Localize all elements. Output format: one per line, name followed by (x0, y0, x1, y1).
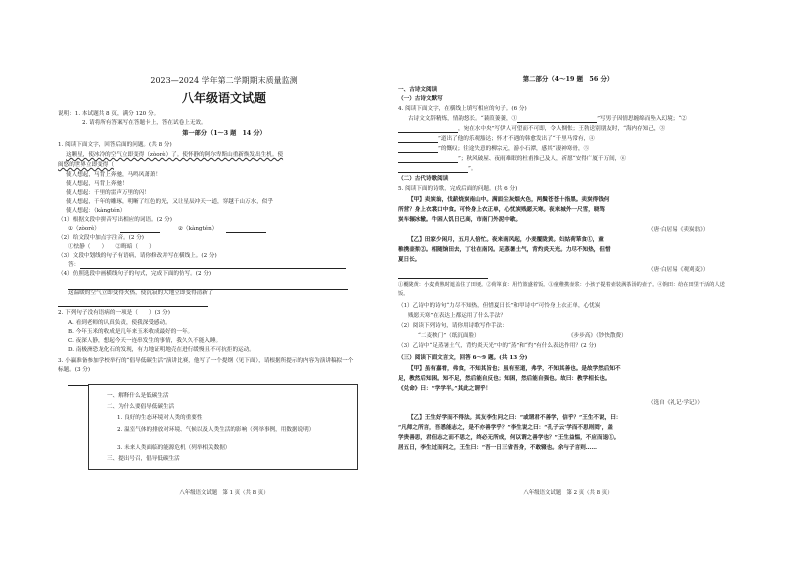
outline-box (88, 384, 358, 470)
q2-option-d: D. 南极洲恐龙化石的发现，有力地证明地壳在进行缓慢且不可抗拒的运动。 (68, 347, 255, 353)
q4-line: ”；秋风破屋、夜雨难眠的杜甫推己及人，祈愿“安得广厦千万间，⑥ (398, 156, 626, 163)
answer-line (120, 232, 160, 233)
part2-title: 第二部分（4～19 题 56 分） (522, 75, 614, 83)
passage-b-line: 学贵善思，君但志之而不思之，终必无所成，何以谓之善学也？”王生益愠，不应而退①。 (398, 435, 620, 441)
passage-a-line: 足，教然后知困。知不足，然后能自反也；知困，然后能自强也。故曰：教学相长也。 (398, 376, 611, 382)
answer-line (80, 268, 346, 269)
q1-passage-line: 使人想起：（kàngtén） (66, 208, 126, 214)
section-heading: 一、古诗文阅读 (398, 87, 438, 93)
q1-sub-question: （3）文段中划线的句子有语病，请你修改并写在横线上。(2 分) (58, 253, 217, 259)
poem-b-line: 夏日长。 (398, 257, 421, 263)
part1-title: 第一部分（1～3 题 14 分） (182, 130, 266, 137)
q1-sub-question: （4）仿照选段中画横线句子的句式，完成下面的仿写。(2 分) (58, 271, 212, 277)
section-subheading: （三）阅读下面文言文，回答 6～9 题。(共 13 分) (398, 355, 528, 361)
q4-stem: 4. 阅读下面文字，在横线上填写相应的句子。(6 分) (398, 106, 527, 112)
section-subheading: （二）古代诗歌阅读 (398, 176, 449, 182)
q5-sub: （3）乙诗中“足蒸暑土气，背灼炎天光”中的“蒸”和“灼”有什么表达作用？(2 分) (398, 343, 597, 349)
q2-option-b: B. 今年玉米的收成是几年来玉米收成最好的一年。 (68, 329, 194, 335)
note-divider (398, 278, 488, 279)
outline-item: 一、解释什么是低碳生活 (107, 393, 169, 399)
passage-b-line: 居五日，李生过而问之，王生曰：“吾一日三省吾身，不敢辍也。余与子言则…… (398, 445, 597, 451)
passage-a-line: 【甲】虽有嘉肴，弗食，不知其旨也；虽有至道，弗学，不知其善也。是故学然后知不 (408, 366, 621, 372)
q5-stem: 5. 阅读下面的诗歌，完成后面的问题。(共 6 分) (398, 186, 518, 192)
section-subheading: （一）古诗文默写 (398, 96, 443, 102)
poem-notes: ①覆陇黄：小麦黄熟时遮盖住了田埂。②荷箪食：用竹篮盛着饭。③童稚携壶浆：小孩子提着壶装满茶汤的壶子。④饷田：给在田里干活的人送饭。 (398, 282, 725, 297)
outline-item: 3. 未来人类面临的能源危机（列举相关数据） (117, 445, 231, 451)
page-footer: 八年级语文试题 第 1 页（共 8 页） (179, 490, 269, 496)
q1-passage-line: 闽悠的世界立即变得（ (58, 162, 114, 168)
q5-sub: “二麦秧门”（纸沉面脸） (418, 333, 480, 339)
outline-item: 三、提出号召，倡导低碳生活 (107, 456, 180, 462)
q5-sub: 《步步高》（钞快散费） (568, 333, 627, 339)
poem-a-source: （唐·白居易《卖炭翁》） (648, 227, 709, 233)
q1-stem: 1. 阅读下面文字，回答后面的问题。(共 8 分) (58, 142, 172, 148)
q5-sub: 贱愿天寒”在表达上都运用了什么手法？ (408, 313, 506, 319)
q5-sub: （2）阅读下列诗句，请你用诗歌写作手法： (398, 323, 508, 329)
q2-stem: 2. 下列句子没有语病的一项是（ ）(3 分) (58, 310, 170, 316)
q5-sub: （1）乙诗中的诗句“力尽不知热，但惜夏日长”和甲诗中“可怜身上衣正单，心忧炭 (398, 303, 601, 309)
q1-passage-line: 这颗星，使冰冷的空气立即变得（zòorè）了。使怀静的阿尔卑斯山重新焕发出生机。使 (66, 152, 284, 158)
q1-passage-line: 使人想起，马背上奔驰！ (66, 181, 128, 187)
poem-a-line: 【甲】卖炭翁，伐薪烧炭南山中。满面尘灰烟火色，两鬓苍苍十指黑。卖炭得钱何 (408, 197, 610, 203)
passage-a-line: 《兑命》曰：“学学半。”其此之谓乎！ (398, 386, 492, 392)
q1-passage-line: 使人想起，千年的雕琢，明晰了红色的光，又让星辰冲天一道，穿越千山万水，似乎 (66, 199, 273, 205)
q1-passage-line: 使人想起：千里的雷声万里的闪！ (66, 190, 150, 196)
q1-sub-item: 这温暖的空气立即变得火热，使沉寂的大地立即变得清新了 (68, 290, 214, 296)
q4-line: ”。 (398, 166, 476, 173)
q4-line: ，宛在水中央”写伊人可望而不可即，令人惆怅；王勃送别朋友时，“海内存知己，③ (398, 126, 665, 133)
q4-line: 古诗文文辞精炼，情韵悠长。“蒹葭萋萋，① ”写男子因情思缠绵而坠入幻境；“② (408, 116, 687, 122)
q1-sub-item: ②（kàngtén） (178, 226, 218, 232)
instruction-line-2: 2. 请将所有答案写在答题卡上，答在试卷上无效。 (82, 120, 207, 126)
passage-b-line: “凡师之所言，吾悉能志之，是不亦善学乎？”李生说之曰：“孔子云‘学而不思则罔’，盖 (398, 425, 613, 431)
q1-sub-item: ①（zòorè） (68, 226, 100, 232)
subject-title: 八年级语文试题 (181, 91, 266, 105)
answer-line (58, 306, 208, 307)
outline-item: 1. 良好的生态环境对人类的重要性 (117, 415, 203, 421)
passage-a-source: （选自《礼记·学记》） (648, 400, 703, 406)
exam-page-2 (398, 0, 738, 561)
q2-option-a: A. 看到老师的认真负责，使我深受感动。 (68, 320, 171, 326)
q1-answer-label: 答： (68, 262, 80, 268)
q1-sub-item: ①怯静（ ） ②晦暗（ ） (68, 244, 155, 250)
poem-a-line: 所营？身上衣裳口中食。可怜身上衣正单，心忧炭贱愿天寒。夜来城外一尺雪，晓驾 (398, 207, 605, 213)
outline-item: 二、为什么要倡导低碳生活 (107, 404, 175, 410)
q1-sub-question: （2）给文段中加点字注音。(2 分) (58, 235, 144, 241)
poem-a-line: 炭车辗冰辙。牛困人饥日已高，市南门外泥中歇。 (398, 217, 522, 223)
poem-b-source: （唐·白居易《观刈麦》） (648, 267, 709, 273)
q2-option-c: C. 夜深人静，想起今天一连串发生的事情，我久久不能入睡。 (68, 338, 222, 344)
exam-title: 2023—2024 学年第二学期期末质量监测 (150, 76, 298, 85)
poem-b-line: 稚携壶浆②。相随饷田去，丁壮在南冈。足蒸暑土气，背灼炎天光。力尽不知热，但惜 (398, 247, 611, 253)
q4-line: ”道出了他的乐观豁达；怀才不遇的韩愈发出了“千里马常有，④ (398, 136, 595, 143)
poem-b-line: 【乙】田家少闲月，五月人倍忙。夜来南风起，小麦覆陇黄。妇姑荷箪食①，童 (408, 237, 604, 243)
outline-item: 2. 温室气体的排放对环境、气候以及人类生活的影响（列举事例，用数据说明） (117, 427, 315, 433)
exam-page-1 (58, 0, 390, 561)
q4-line: ”的慨叹；往途失意的柳宗元，游小石潭，感其“凄神寒骨，⑤ (398, 146, 589, 153)
instruction-line-1: 说明：1. 本试题共 8 页，满分 120 分。 (58, 111, 160, 117)
answer-line (226, 232, 266, 233)
page-footer: 八年级语文试题 第 2 页（共 8 页） (523, 490, 613, 496)
q1-passage-line: 使人想起，马背上奔驰，马鸣风萧萧！ (66, 172, 162, 178)
q3-stem: 3. 小赢准备参加学校举行的“倡导低碳生活”演讲比赛，他写了一个提纲（见下面），请根据所提示的内容为演讲稿拟一个标题。(3 分) (58, 358, 354, 373)
q1-sub-question: （1）根据文段中拼音写出相应的词语。(2 分) (58, 217, 172, 223)
passage-b-line: 【乙】王生好学而不得法。其友李生问之曰：“或谓君不善学，信乎？”王生不说，曰： (408, 415, 622, 421)
